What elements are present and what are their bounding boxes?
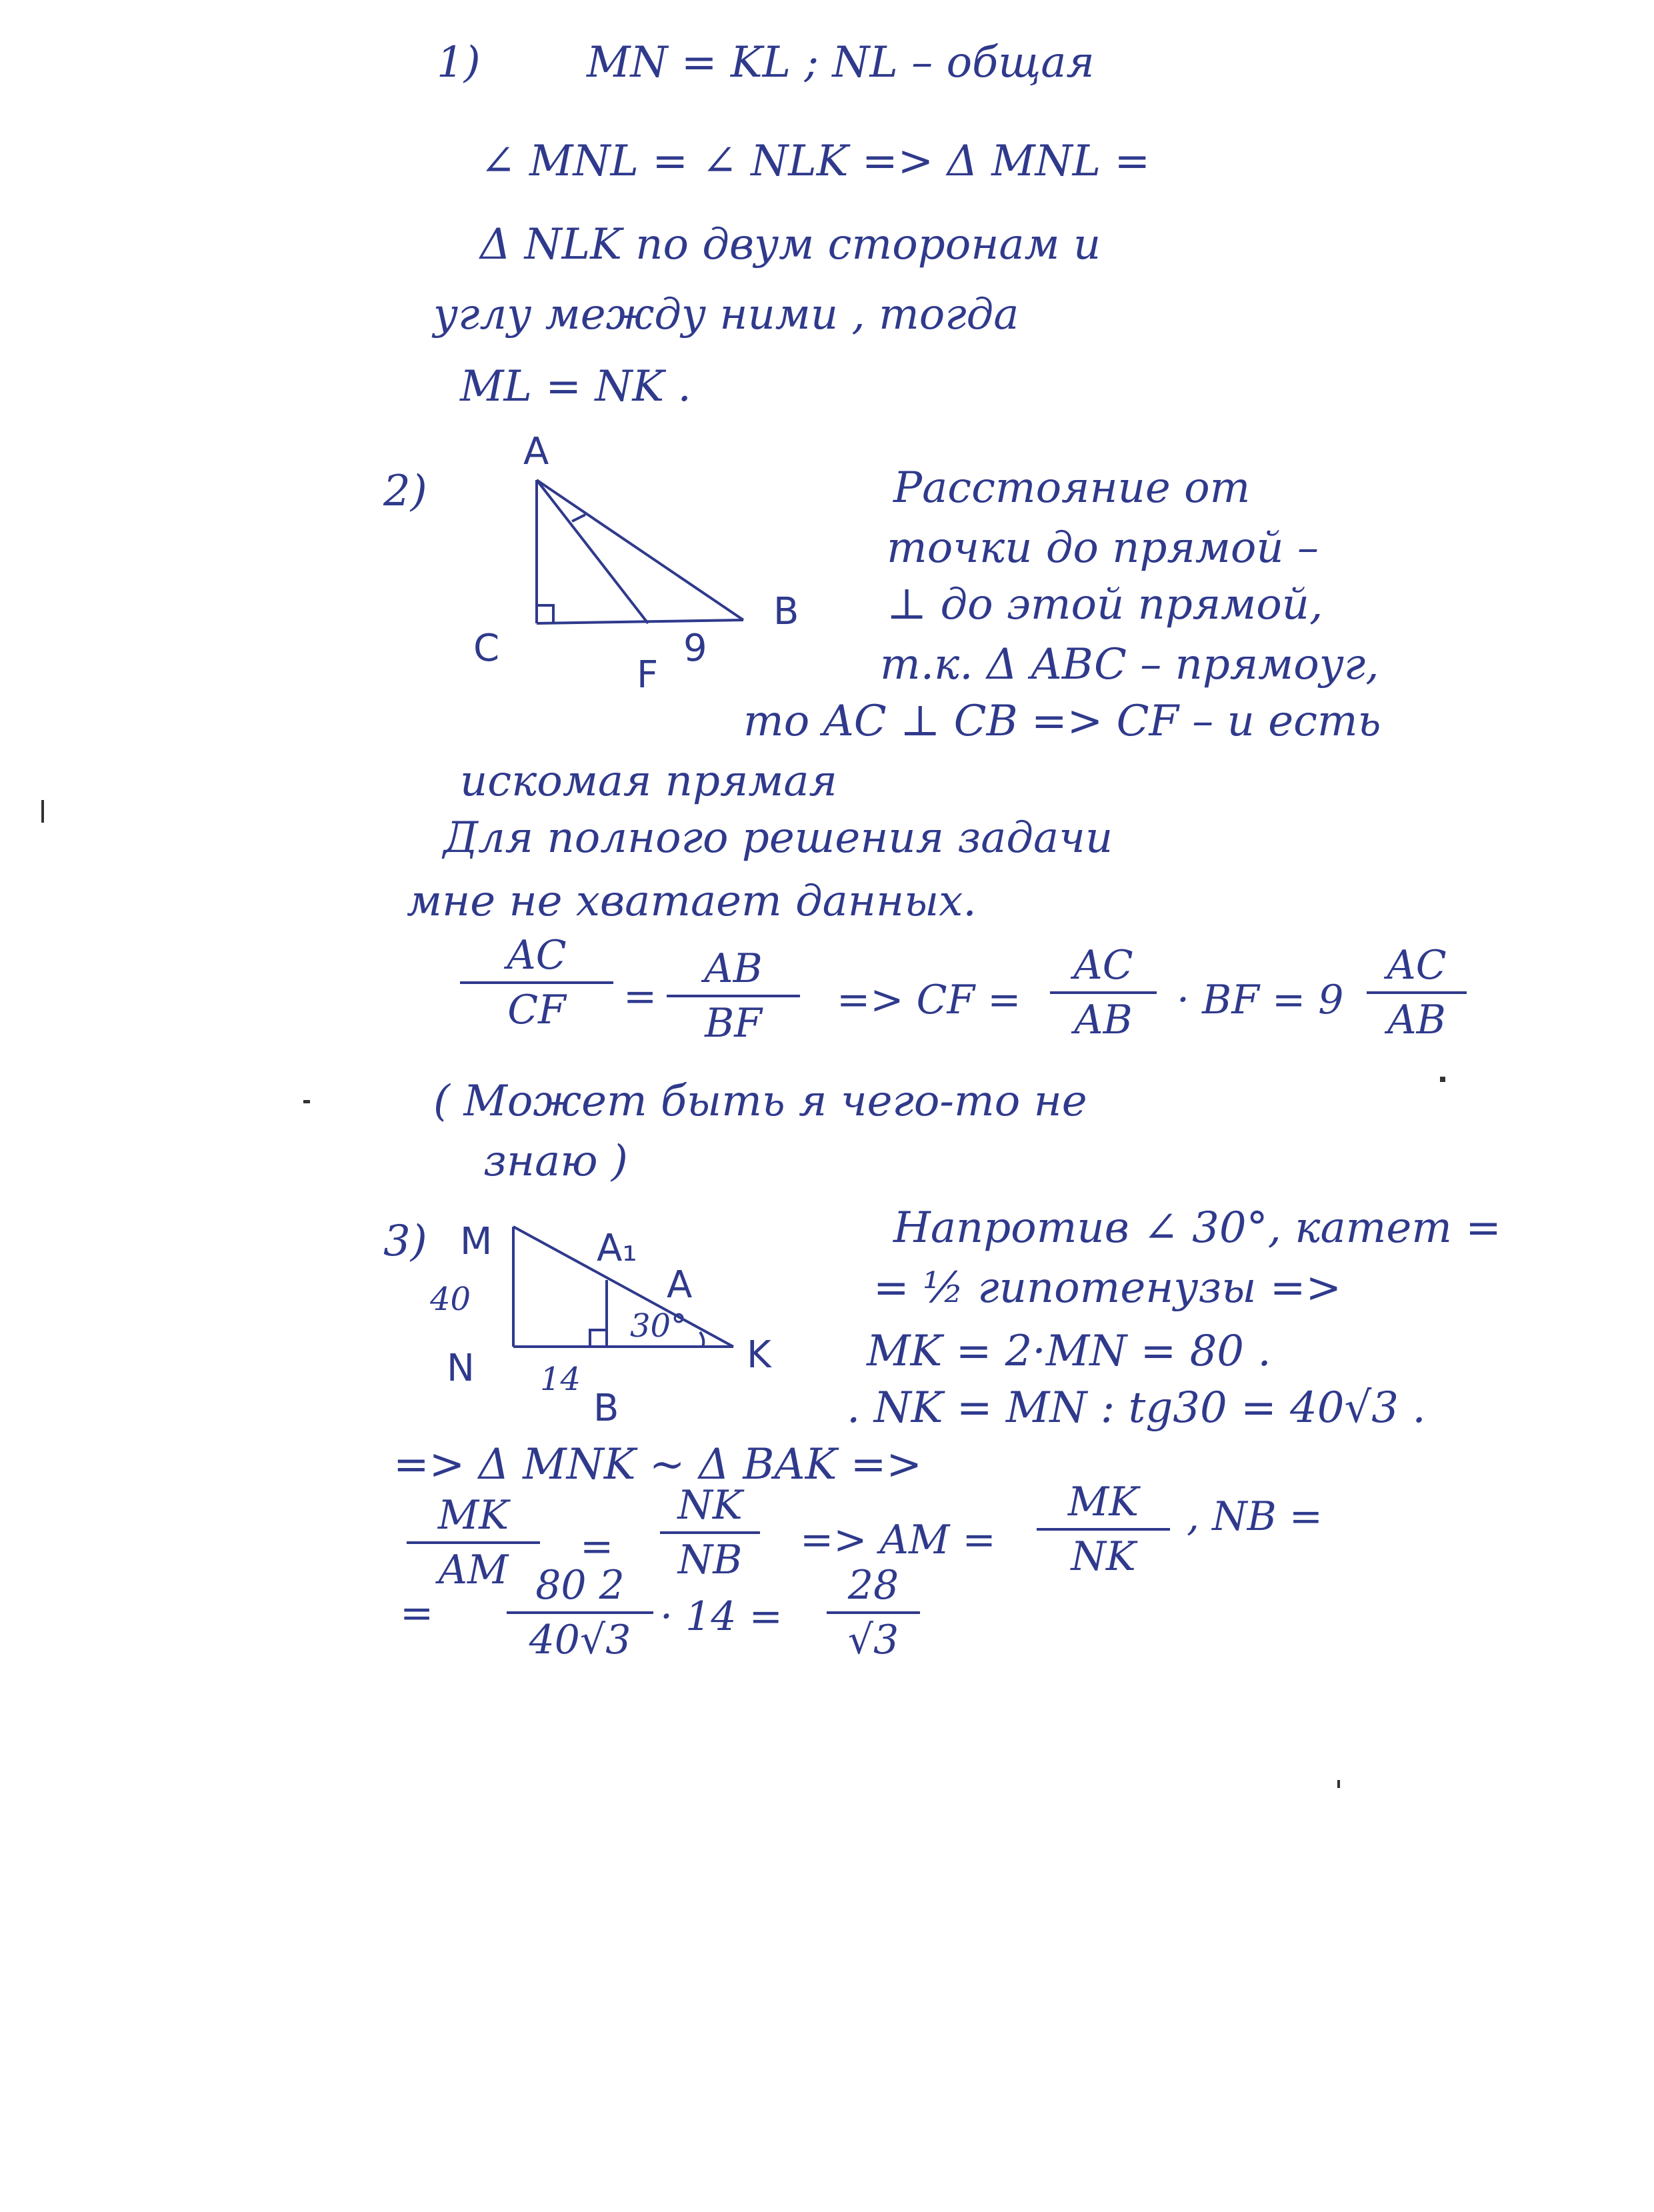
problem3-text4: . NK = MN : tg30 = 40√3 .	[847, 1383, 1426, 1433]
right-angle-mark	[537, 605, 553, 623]
problem3-number: 3)	[383, 1217, 427, 1266]
problem2-note1: ( Может быть я чего-то не	[433, 1077, 1087, 1126]
problem3-text5: => Δ MNK ~ Δ BAK =>	[393, 1440, 923, 1489]
problem1-line5: ML = NK .	[460, 362, 691, 411]
fraction-mk-nk: MK NK	[1037, 1480, 1170, 1579]
problem1-number: 1)	[437, 38, 481, 87]
problem2-number: 2)	[383, 467, 427, 516]
problem1-line4: углу между ними , тогда	[433, 290, 1019, 339]
fraction-ac-ab-2: AC AB	[1367, 943, 1467, 1042]
label-bf-length: 9	[683, 627, 707, 670]
problem2-text8: мне не хватает данных.	[407, 877, 977, 926]
problem2-text6: искомая прямая	[460, 757, 837, 806]
problem2-text1: Расстояние от	[893, 463, 1251, 513]
fraction-ac-cf: AC CF	[460, 933, 613, 1032]
label-k: K	[747, 1333, 771, 1377]
problem2-text3: ⊥ до этой прямой,	[887, 580, 1323, 629]
angle-tick	[572, 515, 585, 521]
label-b: B	[773, 590, 799, 633]
scan-speck	[1337, 1780, 1340, 1788]
problem1-line3: Δ NLK по двум сторонам и	[480, 220, 1101, 269]
fraction-ab-bf: AB BF	[667, 947, 800, 1045]
label-b: B	[593, 1387, 619, 1430]
triangle-abc-figure	[460, 427, 793, 697]
label-a1: A₁	[597, 1227, 637, 1270]
problem3-text2: = ½ гипотенузы =>	[873, 1263, 1342, 1313]
fraction-nk-nb: NK NB	[660, 1483, 760, 1582]
scan-speck	[1440, 1077, 1445, 1082]
label-mn-length: 40	[430, 1281, 471, 1318]
label-a: A	[523, 430, 549, 473]
times-14: · 14 =	[660, 1593, 783, 1640]
problem3-text1: Напротив ∠ 30°, катет =	[893, 1203, 1501, 1253]
times-nb: , NB =	[1187, 1493, 1323, 1540]
equals-sign-2: =	[400, 1590, 434, 1637]
right-angle-mark	[590, 1330, 607, 1347]
problem2-text4: т.к. Δ ABC – прямоуг,	[880, 640, 1379, 689]
problem2-text2: точки до прямой –	[887, 523, 1319, 573]
problem1-line2: ∠ MNL = ∠ NLK => Δ MNL =	[480, 137, 1151, 186]
scan-speck	[41, 800, 44, 823]
implies-am: => AM =	[800, 1517, 996, 1563]
equals-sign: =	[580, 1523, 614, 1570]
segment-af	[537, 480, 648, 623]
label-n: N	[447, 1347, 475, 1390]
implies-cf: => CF =	[837, 977, 1021, 1023]
label-a: A	[667, 1263, 693, 1307]
label-nb-length: 14	[540, 1361, 581, 1398]
label-angle-30: 30°	[630, 1307, 687, 1345]
problem2-text5: то AC ⊥ CB => CF – и есть	[743, 697, 1381, 746]
problem3-text3: MK = 2·MN = 80 .	[867, 1327, 1271, 1376]
problem1-line1: MN = KL ; NL – общая	[587, 38, 1095, 87]
equals-sign: =	[623, 973, 657, 1020]
problem2-text7: Для полного решения задачи	[443, 813, 1113, 863]
side-ab	[537, 480, 743, 620]
scan-speck	[303, 1100, 310, 1103]
fraction-mk-am: MK AM	[407, 1493, 540, 1592]
problem2-note2: знаю )	[483, 1137, 628, 1186]
label-c: C	[473, 627, 500, 670]
angle-arc	[700, 1332, 703, 1347]
side-cb	[537, 620, 743, 623]
times-bf: · BF = 9	[1177, 977, 1344, 1023]
label-m: M	[460, 1220, 493, 1263]
fraction-80-40root3: 80 2 40√3	[507, 1563, 653, 1662]
fraction-ac-ab: AC AB	[1050, 943, 1157, 1042]
label-f: F	[637, 653, 659, 697]
fraction-28-root3: 28 √3	[827, 1563, 920, 1662]
